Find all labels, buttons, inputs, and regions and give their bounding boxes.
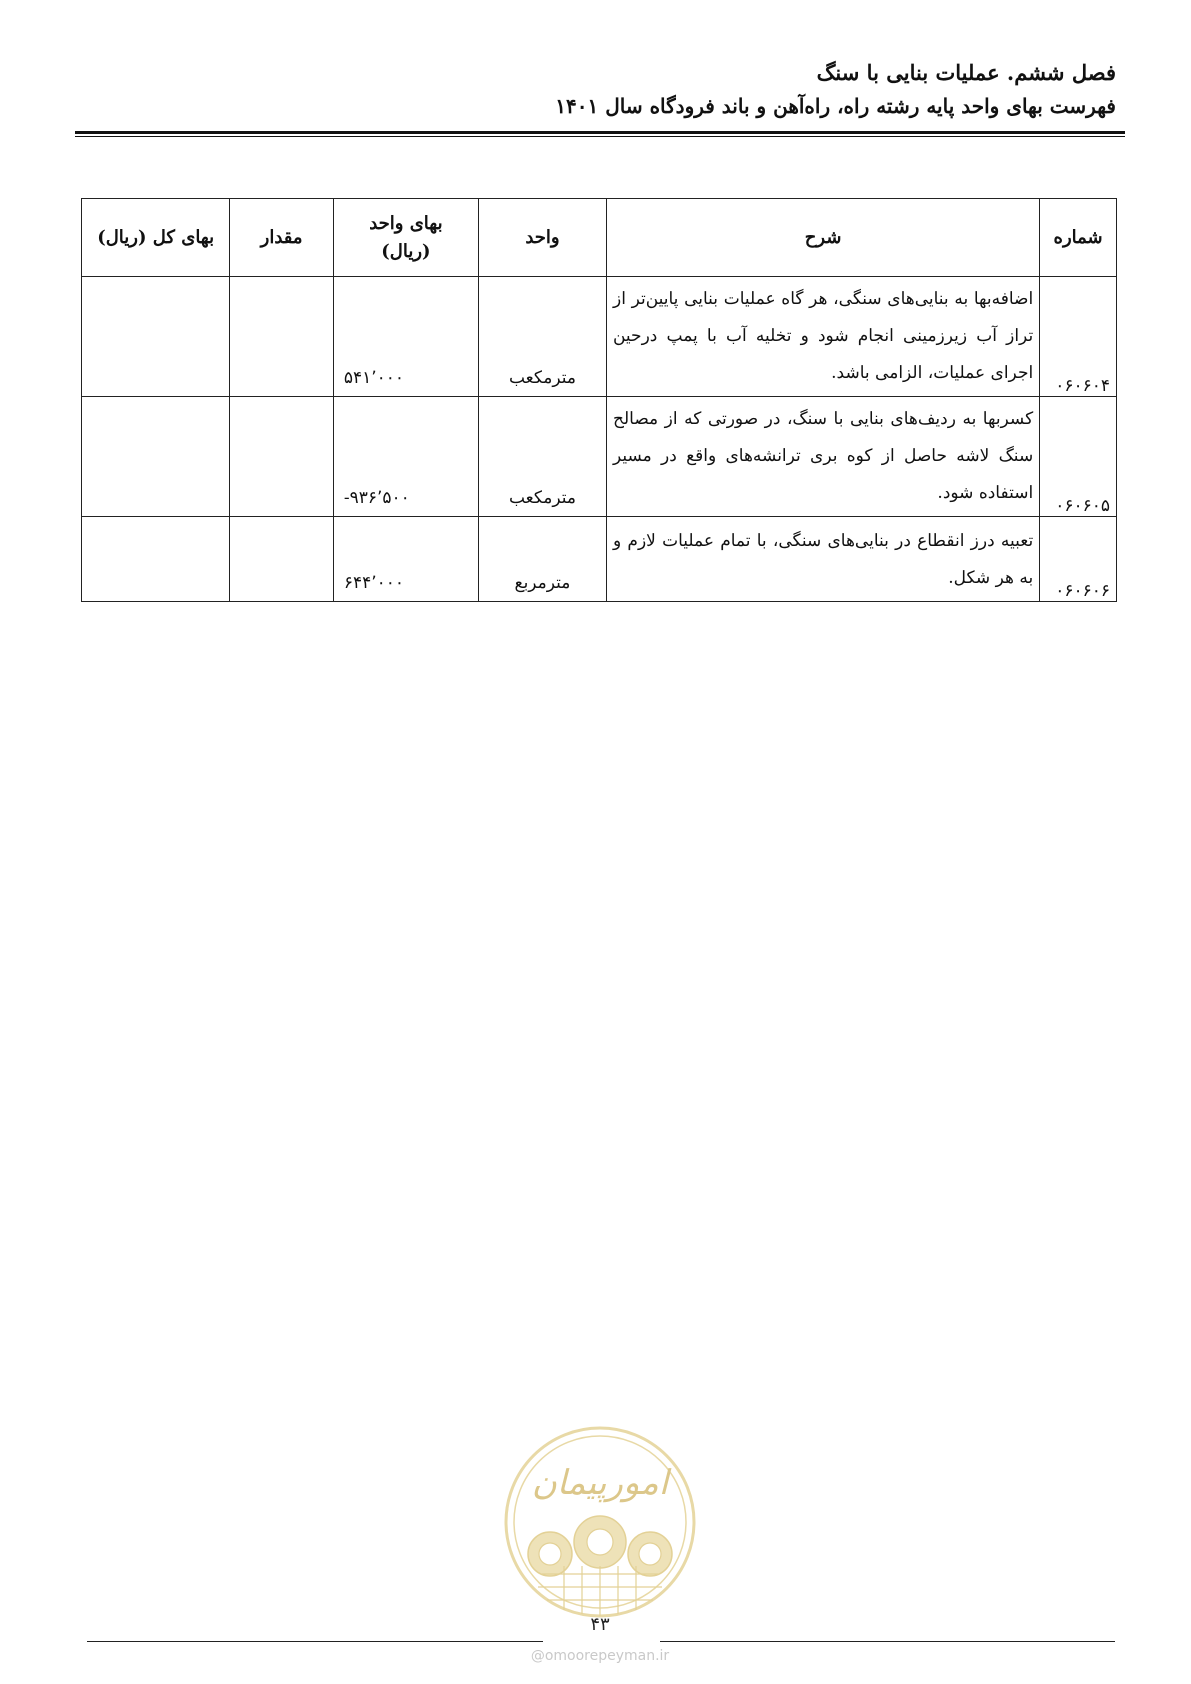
price-list-title: فهرست بهای واحد پایه رشته راه، راه‌آهن و باند فرودگاه سال ۱۴۰۱: [555, 94, 1116, 118]
header-unit-price: [333, 199, 478, 277]
item-code: ۰۶۰۶۰۵: [1040, 397, 1117, 517]
item-unit: مترمکعب: [478, 397, 606, 517]
price-table: [81, 198, 1117, 602]
header-unit-price-currency: (ریال): [381, 240, 431, 262]
website-watermark: @omoorepeyman.ir: [530, 1648, 670, 1664]
watermark-text: امورپیمان: [531, 1463, 669, 1503]
item-unit-price: ۵۴۱٬۰۰۰: [333, 277, 478, 397]
item-unit-price: -۹۳۶٬۵۰۰: [333, 397, 478, 517]
item-quantity: [230, 517, 334, 602]
item-description: کسربها به ردیف‌های بنایی با سنگ، در صورتی که از مصالح سنگ لاشه حاصل از کوه بری ترانشه‌های واقع در مسیر استفاده شود.: [606, 397, 1039, 517]
item-total-price: [82, 517, 230, 602]
item-total-price: [82, 277, 230, 397]
header-code: شماره: [1040, 199, 1117, 277]
header-rule-thick: [75, 131, 1125, 134]
header-rule-thin: [75, 136, 1125, 137]
header-total-price: بهای کل (ریال): [82, 199, 230, 277]
item-code: ۰۶۰۶۰۴: [1040, 277, 1117, 397]
item-description: اضافه‌بها به بنایی‌های سنگی، هر گاه عملیات بنایی پایین‌تر از تراز آب زیرزمینی انجام شود و تخلیه آب با پمپ درحین اجرای عملیات، الزامی باشد.: [606, 277, 1039, 397]
footer-rule-right: [660, 1641, 1115, 1642]
table-row: [82, 277, 1117, 397]
chapter-title: فصل ششم. عملیات بنایی با سنگ: [816, 60, 1116, 85]
item-description: تعبیه درز انقطاع در بنایی‌های سنگی، با تمام عملیات لازم و به هر شکل.: [606, 517, 1039, 602]
table-row: [82, 517, 1117, 602]
item-unit-price: ۶۴۴٬۰۰۰: [333, 517, 478, 602]
page-number: ۴۳: [590, 1614, 610, 1635]
table-header-row: [82, 199, 1117, 277]
footer-rule-left: [87, 1641, 543, 1642]
item-quantity: [230, 397, 334, 517]
page-header: [66, 58, 1116, 121]
header-unit-price-label: بهای واحد: [369, 212, 443, 234]
item-total-price: [82, 397, 230, 517]
watermark-logo: [502, 1424, 698, 1620]
item-unit: مترمکعب: [478, 277, 606, 397]
header-quantity: مقدار: [230, 199, 334, 277]
header-description: شرح: [606, 199, 1039, 277]
item-unit: مترمربع: [478, 517, 606, 602]
item-code: ۰۶۰۶۰۶: [1040, 517, 1117, 602]
item-quantity: [230, 277, 334, 397]
header-unit: واحد: [478, 199, 606, 277]
table-row: [82, 397, 1117, 517]
